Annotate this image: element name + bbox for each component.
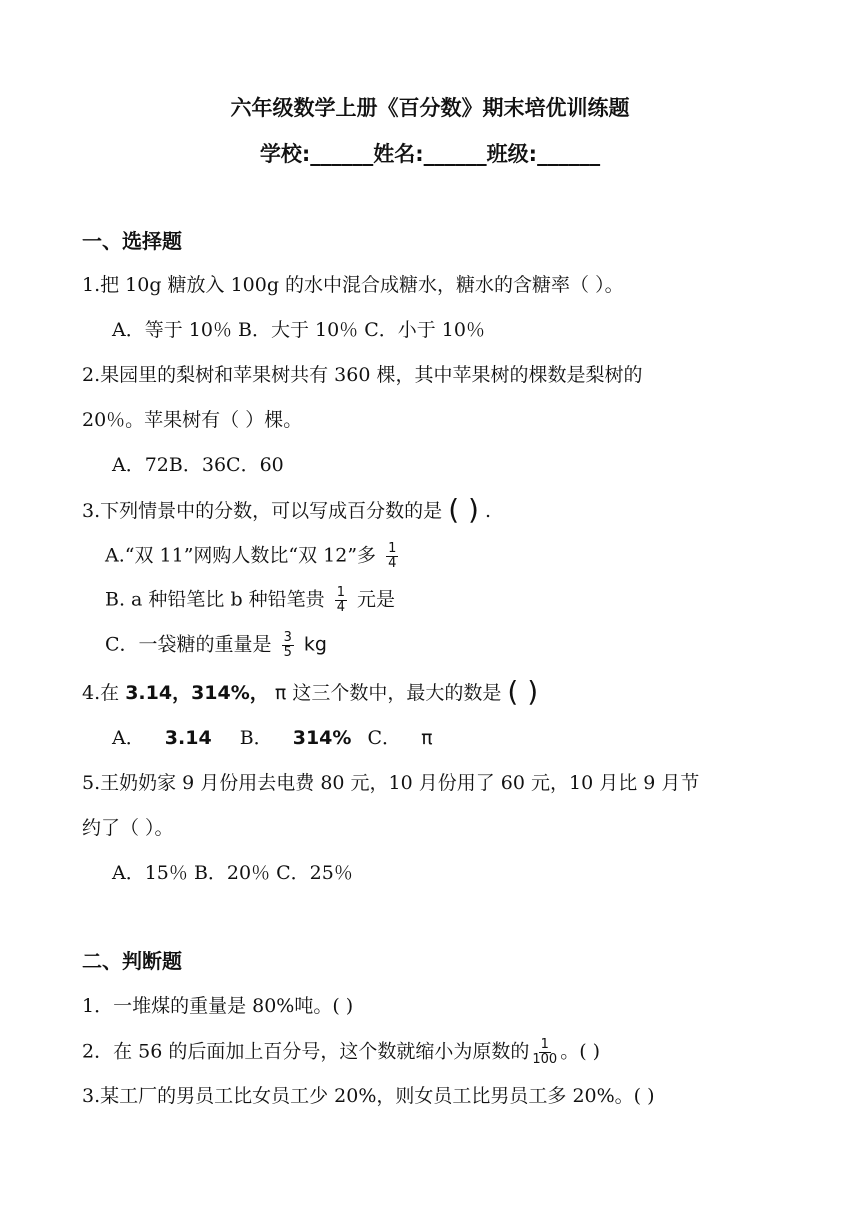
- section-heading-judge: 二、判断题: [82, 949, 182, 973]
- option-a-text: A.“双 11”网购人数比“双 12”多: [105, 544, 377, 567]
- fraction-denominator: 4: [336, 600, 345, 615]
- question-4-options: [112, 725, 433, 751]
- page-title: 六年级数学上册《百分数》期末培优训练题: [230, 96, 630, 120]
- fraction-denominator: 4: [388, 556, 397, 571]
- question-5-stem-line2: 约了（ ）。: [82, 817, 174, 839]
- question-4-values: 3.14，314%，: [125, 682, 269, 704]
- option-c-label: C．: [367, 727, 402, 749]
- fraction-numerator: 1: [540, 1037, 549, 1052]
- question-4-stem: [82, 675, 539, 708]
- question-3-option-c: [105, 631, 327, 660]
- judge-2-suffix: 。( ): [560, 1040, 601, 1063]
- judge-2: [82, 1038, 600, 1067]
- question-4-prefix: 4.在: [82, 682, 120, 704]
- question-5-stem-line1: 5.王奶奶家 9 月份用去电费 80 元，10 月份用了 60 元，10 月比 9 月节: [82, 772, 700, 794]
- question-2-options: A．72B．36C．60: [112, 454, 284, 476]
- option-c-value: π: [421, 727, 433, 749]
- question-1-stem: 1.把 10g 糖放入 100g 的水中混合成糖水，糖水的含糖率（ ）。: [82, 274, 624, 296]
- question-3-text: 3.下列情景中的分数，可以写成百分数的是: [82, 500, 443, 522]
- option-b-label: B．: [239, 727, 273, 749]
- option-b-value: 314%: [292, 727, 352, 749]
- question-2-stem-line1: 2.果园里的梨树和苹果树共有 360 棵，其中苹果树的棵数是梨树的: [82, 364, 643, 386]
- option-c-unit: kg: [303, 633, 327, 656]
- fraction: [530, 1038, 559, 1067]
- judge-3: 3.某工厂的男员工比女员工少 20%，则女员工比男员工多 20%。( ): [82, 1085, 655, 1107]
- fraction-numerator: 1: [336, 585, 345, 600]
- question-4-suffix: 这三个数中，最大的数是: [292, 682, 502, 704]
- pi-symbol: π: [274, 682, 287, 704]
- fraction: [335, 586, 347, 615]
- fraction-denominator: 5: [283, 645, 292, 660]
- question-5-options: A．15％ B．20％ C．25％: [112, 862, 353, 884]
- fraction-numerator: 3: [283, 630, 292, 645]
- option-c-text: C．一袋糖的重量是: [105, 633, 272, 656]
- student-info-line: 学校:______姓名:______班级:______: [259, 142, 601, 166]
- fraction: [282, 631, 294, 660]
- answer-parentheses: ( ): [448, 493, 479, 526]
- option-a-label: A．: [112, 727, 145, 749]
- judge-2-text: 2．在 56 的后面加上百分号，这个数就缩小为原数的: [82, 1040, 530, 1063]
- question-3-period: .: [484, 500, 492, 522]
- question-3-option-a: [105, 542, 402, 571]
- answer-parentheses: ( ): [507, 675, 539, 708]
- fraction: [386, 542, 398, 571]
- fraction-denominator: 100: [532, 1052, 558, 1067]
- question-3-stem: [82, 493, 492, 526]
- judge-1: 1．一堆煤的重量是 80%吨。( ): [82, 995, 354, 1017]
- question-3-option-b: [105, 586, 395, 615]
- option-a-value: 3.14: [164, 727, 212, 749]
- question-1-options: A．等于 10％ B．大于 10％ C．小于 10％: [112, 319, 485, 341]
- option-b-text: B. a 种铅笔比 b 种铅笔贵: [105, 588, 325, 611]
- question-2-stem-line2: 20％。苹果树有（ ）棵。: [82, 409, 303, 431]
- fraction-numerator: 1: [388, 541, 397, 556]
- section-heading-choice: 一、选择题: [82, 229, 182, 253]
- option-b-suffix: 元是: [357, 588, 396, 611]
